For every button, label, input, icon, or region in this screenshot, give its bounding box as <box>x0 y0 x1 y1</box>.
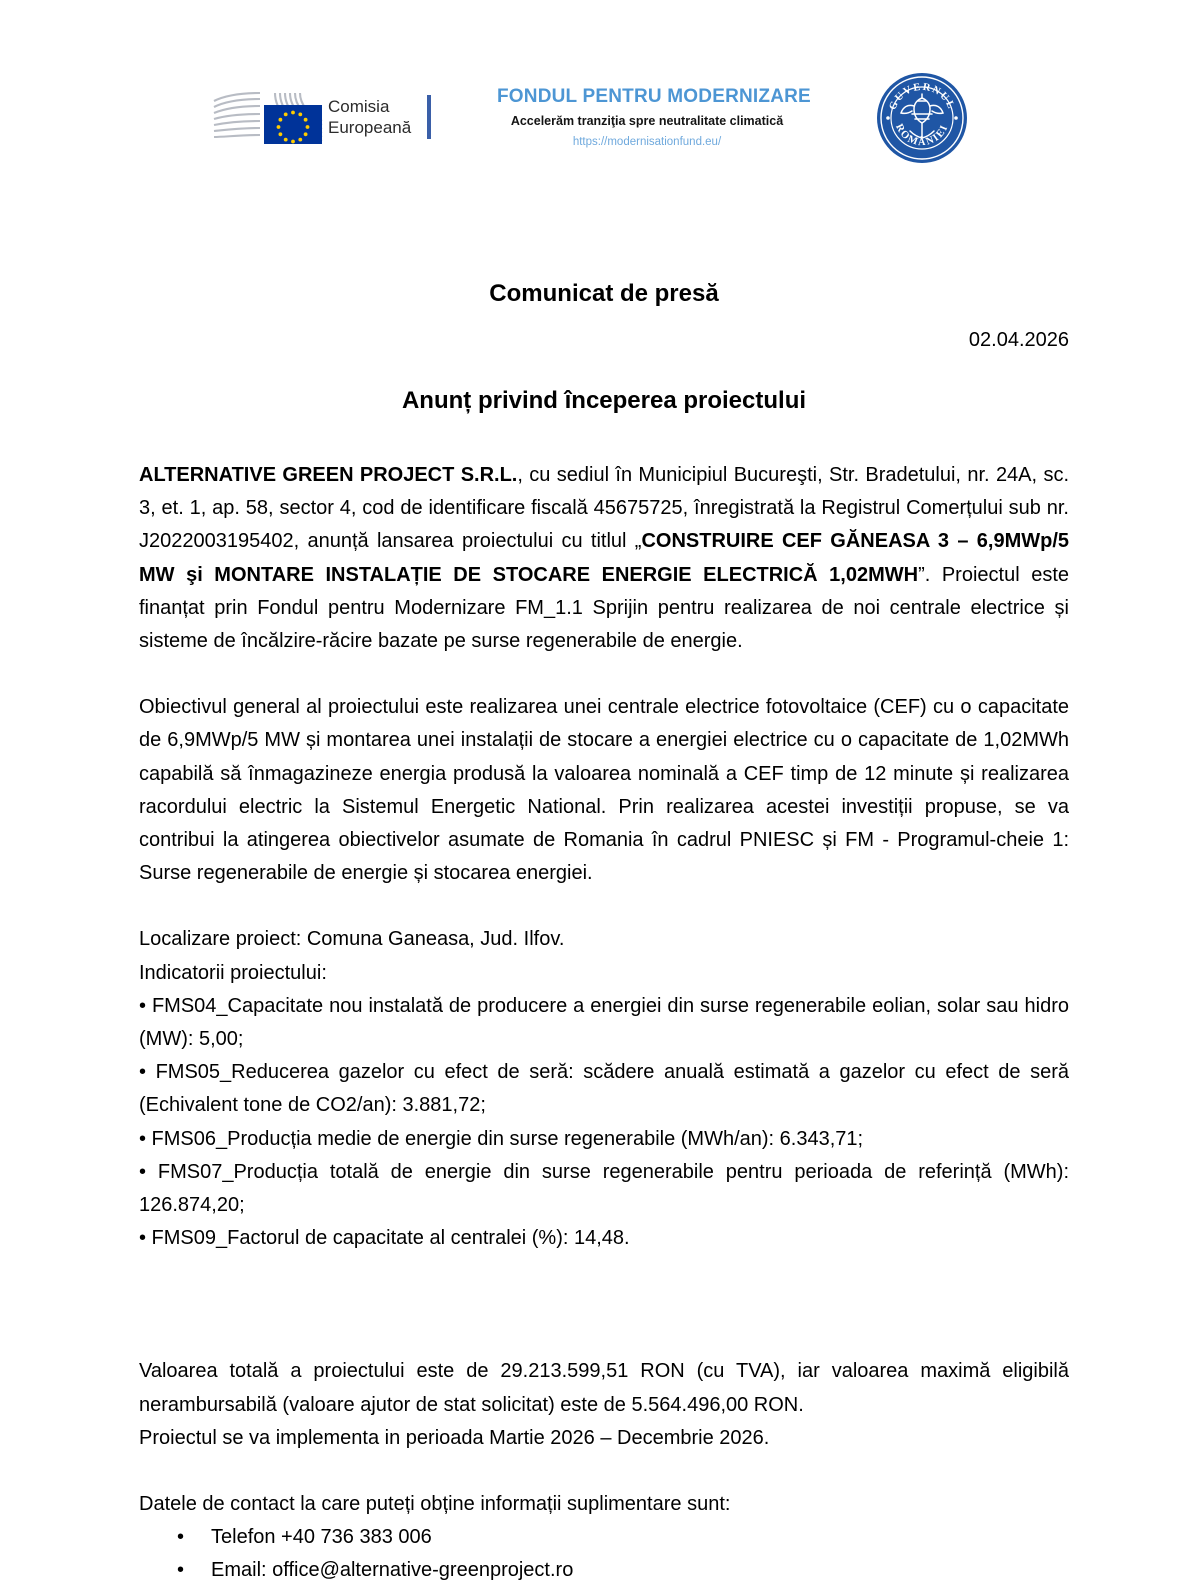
indicator-item: • FMS04_Capacitate nou instalată de producere a energiei din surse regenerabile eolian, solar sau hidro (MW): 5,00; <box>139 994 1069 1051</box>
indicator-item: • FMS05_Reducerea gazelor cu efect de seră: scădere anuală estimată a gazelor cu efect de seră (Echivalent tone de CO2/an): 3.881,72; <box>139 1061 1069 1117</box>
indicators-label: Indicatorii proiectului: <box>139 961 327 984</box>
location-line: Localizare proiect: Comuna Ganeasa, Jud. Ilfov. <box>139 928 565 951</box>
list-item[interactable]: • Email: office@alternative-greenproject.ro <box>139 1554 1069 1587</box>
paragraph-company-intro <box>139 459 1069 658</box>
document-date: 02.04.2026 <box>968 329 1069 351</box>
fund-url-link[interactable]: https://modernisationfund.eu/ <box>572 136 722 148</box>
implementation-period: Proiectul se va implementa in perioada Martie 2026 – Decembrie 2026. <box>139 1426 770 1449</box>
indicator-item: • FMS07_Producția totală de energie din surse regenerabile pentru perioada de referință (MWh): 126.874,20; <box>139 1160 1069 1217</box>
eu-logo-label-line2: Europeană <box>328 118 412 137</box>
page-title: Comunicat de presă <box>489 280 719 307</box>
document-body <box>139 0 1069 1588</box>
paragraph-objective: Obiectivul general al proiectului este realizarea unei centrale electrice fotovoltaice (CEF) cu o capacitate de 6,9MWp/5 MW și montarea unei instalații de stocare a energiei electrice cu o capacitate de 1,02MWh capabilă să înmagazineze energia produsă la valoarea nominală a CEF timp de 12 minute și realizarea racordului electric la Sistemul Energetic National. Prin realizarea acestei investiții propuse, se va contribui la atingerea obiectivelor asumate de Romania în cadrul PNIESC și FM - Programul-cheie 1: Surse regenerabile de energie și stocarea energiei. <box>139 696 1069 885</box>
svg-text:ROMÂNIEI: ROMÂNIEI <box>893 122 951 149</box>
project-value-paragraph: Valoarea totală a proiectului este de 29.213.599,51 RON (cu TVA), iar valoarea maximă eligibilă nerambursabilă (valoare ajutor de stat solicitat) este de 5.564.496,00 RON. <box>139 1360 1069 1416</box>
list-item: • Telefon +40 736 383 006 <box>139 1521 1069 1554</box>
document-subtitle: Anunț privind începerea proiectului <box>401 387 807 414</box>
contact-list <box>139 1521 1069 1587</box>
svg-text:GUVERNUL: GUVERNUL <box>887 81 957 112</box>
funding-details: ”. Proiectul este finanțat prin Fondul pentru Modernizare FM_1.1 Sprijin pentru realizarea de noi centrale electrice și sisteme de încălzire-răcire bazate pe surse regenerabile de energie. <box>139 563 1070 653</box>
fund-subtitle: Accelerăm tranziţia spre neutralitate climatică <box>510 114 784 128</box>
company-name: ALTERNATIVE GREEN PROJECT S.R.L. <box>139 464 518 486</box>
indicator-item: • FMS06_Producția medie de energie din surse regenerabile (MWh/an): 6.343,71; <box>139 1127 864 1150</box>
indicator-item: • FMS09_Factorul de capacitate al centralei (%): 14,48. <box>139 1227 630 1250</box>
fund-title: FONDUL PENTRU MODERNIZARE <box>497 86 811 107</box>
project-title: CONSTRUIRE CEF GĂNEASA 3 – 6,9MWp/5 MW şi MONTARE INSTALAȚIE DE STOCARE ENERGIE ELECTRICĂ 1,02MWH <box>139 530 1069 586</box>
company-details: , cu sediul în Municipiul Bucureşti, Str. Bradetului, nr. 24A, sc. 3, et. 1, ap. 58, sector 4, cod de identificare fiscală 45675725, înregistrată la Registrul Comerțului sub nr. J2022003195402, anunță lansarea proiectului cu titlul „ <box>139 464 1069 553</box>
eu-logo-label-line1: Comisia <box>328 97 390 116</box>
contact-intro: Datele de contact la care puteți obține informații suplimentare sunt: <box>139 1493 731 1516</box>
